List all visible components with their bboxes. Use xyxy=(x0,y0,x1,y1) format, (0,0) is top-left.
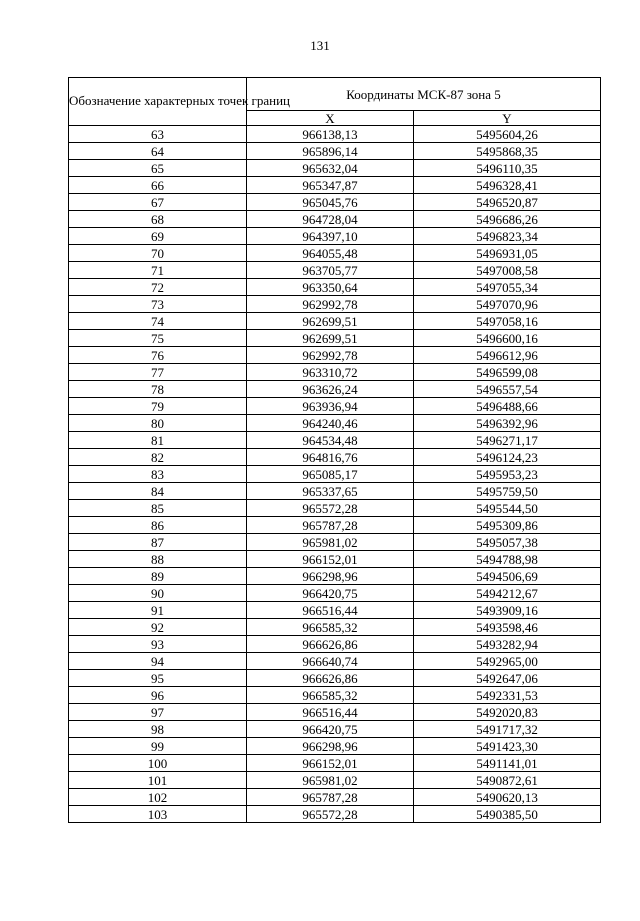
x-cell: 963705,77 xyxy=(247,262,414,279)
table-row xyxy=(69,330,601,347)
table-row xyxy=(69,466,601,483)
y-cell: 5496823,34 xyxy=(414,228,601,245)
table-row xyxy=(69,296,601,313)
point-cell: 98 xyxy=(69,721,247,738)
table-row xyxy=(69,670,601,687)
table-row xyxy=(69,381,601,398)
x-cell: 964055,48 xyxy=(247,245,414,262)
y-cell: 5497070,96 xyxy=(414,296,601,313)
table-row xyxy=(69,636,601,653)
x-cell: 965787,28 xyxy=(247,789,414,806)
y-cell: 5496328,41 xyxy=(414,177,601,194)
table-row xyxy=(69,228,601,245)
y-cell: 5496488,66 xyxy=(414,398,601,415)
x-cell: 965347,87 xyxy=(247,177,414,194)
x-cell: 966152,01 xyxy=(247,551,414,568)
x-cell: 964816,76 xyxy=(247,449,414,466)
point-cell: 83 xyxy=(69,466,247,483)
point-cell: 76 xyxy=(69,347,247,364)
y-cell: 5492020,83 xyxy=(414,704,601,721)
point-cell: 63 xyxy=(69,126,247,143)
point-cell: 74 xyxy=(69,313,247,330)
point-cell: 103 xyxy=(69,806,247,823)
y-cell: 5491141,01 xyxy=(414,755,601,772)
y-cell: 5492331,53 xyxy=(414,687,601,704)
y-cell: 5490385,50 xyxy=(414,806,601,823)
x-cell: 965787,28 xyxy=(247,517,414,534)
table-row xyxy=(69,262,601,279)
table-row xyxy=(69,415,601,432)
page-number: 131 xyxy=(310,38,330,53)
y-cell: 5495544,50 xyxy=(414,500,601,517)
table-row xyxy=(69,364,601,381)
point-cell: 75 xyxy=(69,330,247,347)
table-row xyxy=(69,177,601,194)
point-cell: 100 xyxy=(69,755,247,772)
y-cell: 5493909,16 xyxy=(414,602,601,619)
y-cell: 5493598,46 xyxy=(414,619,601,636)
table-row xyxy=(69,517,601,534)
point-cell: 70 xyxy=(69,245,247,262)
y-cell: 5494212,67 xyxy=(414,585,601,602)
point-designation-header: Обозначение характерных точек границ xyxy=(69,78,247,126)
x-cell: 964728,04 xyxy=(247,211,414,228)
point-cell: 95 xyxy=(69,670,247,687)
point-cell: 73 xyxy=(69,296,247,313)
y-cell: 5495057,38 xyxy=(414,534,601,551)
x-cell: 964240,46 xyxy=(247,415,414,432)
point-cell: 96 xyxy=(69,687,247,704)
point-cell: 102 xyxy=(69,789,247,806)
table-row xyxy=(69,602,601,619)
y-cell: 5496599,08 xyxy=(414,364,601,381)
y-cell: 5494788,98 xyxy=(414,551,601,568)
x-cell: 965981,02 xyxy=(247,534,414,551)
x-cell: 966152,01 xyxy=(247,755,414,772)
point-cell: 71 xyxy=(69,262,247,279)
y-cell: 5495759,50 xyxy=(414,483,601,500)
x-cell: 963350,64 xyxy=(247,279,414,296)
x-cell: 965981,02 xyxy=(247,772,414,789)
table-row xyxy=(69,568,601,585)
y-cell: 5492647,06 xyxy=(414,670,601,687)
y-column-header: Y xyxy=(414,111,601,126)
x-cell: 965572,28 xyxy=(247,806,414,823)
point-cell: 68 xyxy=(69,211,247,228)
y-cell: 5497008,58 xyxy=(414,262,601,279)
y-cell: 5496271,17 xyxy=(414,432,601,449)
table-row xyxy=(69,483,601,500)
y-cell: 5496557,54 xyxy=(414,381,601,398)
x-cell: 966420,75 xyxy=(247,585,414,602)
x-cell: 962992,78 xyxy=(247,347,414,364)
table-body xyxy=(69,126,601,823)
point-cell: 85 xyxy=(69,500,247,517)
table-row xyxy=(69,772,601,789)
table-row xyxy=(69,126,601,143)
y-cell: 5496600,16 xyxy=(414,330,601,347)
table-row xyxy=(69,755,601,772)
x-cell: 964534,48 xyxy=(247,432,414,449)
x-cell: 965085,17 xyxy=(247,466,414,483)
point-cell: 64 xyxy=(69,143,247,160)
point-cell: 84 xyxy=(69,483,247,500)
point-cell: 97 xyxy=(69,704,247,721)
table-row xyxy=(69,194,601,211)
point-cell: 80 xyxy=(69,415,247,432)
table-row xyxy=(69,449,601,466)
y-cell: 5493282,94 xyxy=(414,636,601,653)
point-cell: 101 xyxy=(69,772,247,789)
y-cell: 5495604,26 xyxy=(414,126,601,143)
table-row xyxy=(69,687,601,704)
x-cell: 966585,32 xyxy=(247,619,414,636)
point-cell: 86 xyxy=(69,517,247,534)
x-cell: 964397,10 xyxy=(247,228,414,245)
table-row xyxy=(69,721,601,738)
table-row xyxy=(69,806,601,823)
point-cell: 94 xyxy=(69,653,247,670)
table-row xyxy=(69,619,601,636)
y-cell: 5490872,61 xyxy=(414,772,601,789)
x-cell: 966516,44 xyxy=(247,602,414,619)
y-cell: 5491717,32 xyxy=(414,721,601,738)
y-cell: 5496392,96 xyxy=(414,415,601,432)
x-cell: 965572,28 xyxy=(247,500,414,517)
x-cell: 962699,51 xyxy=(247,330,414,347)
table-row xyxy=(69,160,601,177)
table-row xyxy=(69,211,601,228)
x-cell: 965045,76 xyxy=(247,194,414,211)
y-cell: 5496612,96 xyxy=(414,347,601,364)
y-cell: 5496686,26 xyxy=(414,211,601,228)
x-cell: 965632,04 xyxy=(247,160,414,177)
point-cell: 77 xyxy=(69,364,247,381)
point-cell: 91 xyxy=(69,602,247,619)
x-cell: 965337,65 xyxy=(247,483,414,500)
point-cell: 99 xyxy=(69,738,247,755)
table-row xyxy=(69,347,601,364)
table-row xyxy=(69,313,601,330)
table-row xyxy=(69,585,601,602)
x-cell: 963626,24 xyxy=(247,381,414,398)
y-cell: 5497055,34 xyxy=(414,279,601,296)
table-row xyxy=(69,245,601,262)
x-column-header: X xyxy=(247,111,414,126)
y-cell: 5495868,35 xyxy=(414,143,601,160)
table-row xyxy=(69,500,601,517)
y-cell: 5495953,23 xyxy=(414,466,601,483)
x-cell: 963936,94 xyxy=(247,398,414,415)
y-cell: 5496520,87 xyxy=(414,194,601,211)
table-row xyxy=(69,789,601,806)
table-row xyxy=(69,279,601,296)
point-cell: 78 xyxy=(69,381,247,398)
x-cell: 966420,75 xyxy=(247,721,414,738)
x-cell: 962699,51 xyxy=(247,313,414,330)
x-cell: 966516,44 xyxy=(247,704,414,721)
y-cell: 5496124,23 xyxy=(414,449,601,466)
point-cell: 88 xyxy=(69,551,247,568)
x-cell: 966298,96 xyxy=(247,738,414,755)
coordinates-table xyxy=(68,77,601,823)
y-cell: 5497058,16 xyxy=(414,313,601,330)
point-cell: 66 xyxy=(69,177,247,194)
x-cell: 966640,74 xyxy=(247,653,414,670)
table-row xyxy=(69,432,601,449)
point-cell: 69 xyxy=(69,228,247,245)
point-cell: 89 xyxy=(69,568,247,585)
y-cell: 5492965,00 xyxy=(414,653,601,670)
point-cell: 67 xyxy=(69,194,247,211)
point-cell: 92 xyxy=(69,619,247,636)
x-cell: 966626,86 xyxy=(247,670,414,687)
table-row xyxy=(69,534,601,551)
point-cell: 90 xyxy=(69,585,247,602)
y-cell: 5494506,69 xyxy=(414,568,601,585)
y-cell: 5495309,86 xyxy=(414,517,601,534)
x-cell: 963310,72 xyxy=(247,364,414,381)
x-cell: 966626,86 xyxy=(247,636,414,653)
table-row xyxy=(69,653,601,670)
table-row xyxy=(69,398,601,415)
point-cell: 82 xyxy=(69,449,247,466)
x-cell: 966298,96 xyxy=(247,568,414,585)
coordinate-system-header: Координаты МСК-87 зона 5 xyxy=(247,78,601,111)
y-cell: 5496931,05 xyxy=(414,245,601,262)
point-cell: 79 xyxy=(69,398,247,415)
point-cell: 87 xyxy=(69,534,247,551)
point-cell: 81 xyxy=(69,432,247,449)
x-cell: 966138,13 xyxy=(247,126,414,143)
x-cell: 965896,14 xyxy=(247,143,414,160)
y-cell: 5490620,13 xyxy=(414,789,601,806)
table-row xyxy=(69,143,601,160)
table-row xyxy=(69,551,601,568)
table-row xyxy=(69,704,601,721)
point-cell: 72 xyxy=(69,279,247,296)
x-cell: 962992,78 xyxy=(247,296,414,313)
table-row xyxy=(69,738,601,755)
point-cell: 93 xyxy=(69,636,247,653)
x-cell: 966585,32 xyxy=(247,687,414,704)
y-cell: 5496110,35 xyxy=(414,160,601,177)
point-cell: 65 xyxy=(69,160,247,177)
y-cell: 5491423,30 xyxy=(414,738,601,755)
